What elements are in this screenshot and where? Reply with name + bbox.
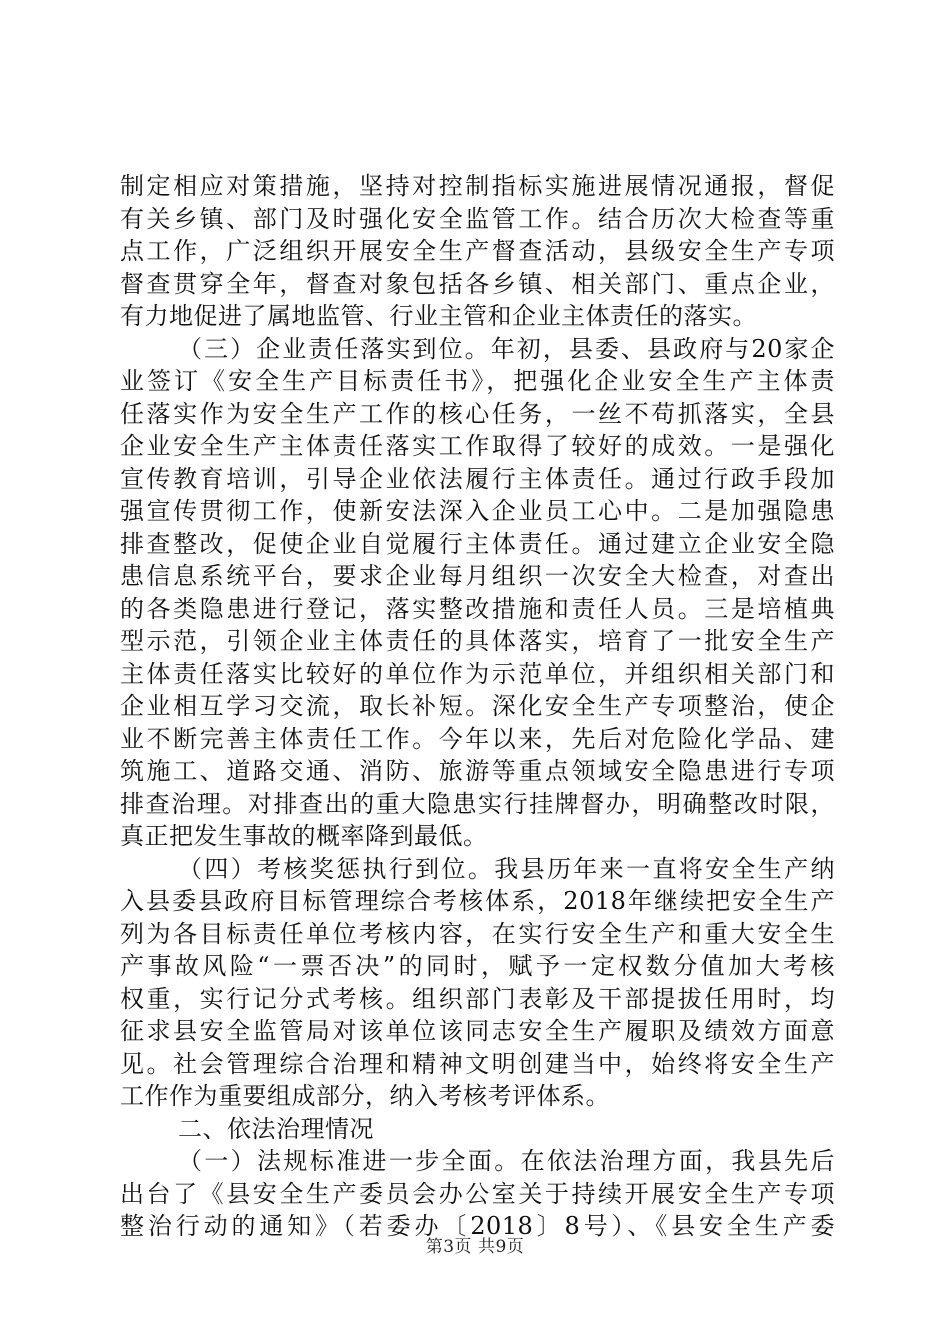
text-line: 排查治理。对排查出的重大隐患实行挂牌督办，明确整改时限， xyxy=(120,789,835,818)
text-line: 出台了《县安全生产委员会办公室关于持续开展安全生产专项 xyxy=(120,1179,835,1208)
page-footer: 第3页 共9页 xyxy=(425,1237,525,1257)
text-line: 整治行动的通知》（若委办〔2018〕8号）、《县安全生产委 xyxy=(120,1212,835,1240)
document-body xyxy=(120,170,835,1243)
text-line: 有关乡镇、部门及时强化安全监管工作。结合历次大检查等重 xyxy=(120,204,835,233)
text-line: 工作作为重要组成部分，纳入考核考评体系。 xyxy=(120,1082,610,1110)
text-line: 列为各目标责任单位考核内容，在实行安全生产和重大安全生 xyxy=(120,919,835,948)
text-line: 制定相应对策措施，坚持对控制指标实施进展情况通报，督促 xyxy=(120,172,835,200)
text-line: 的各类隐患进行登记，落实整改措施和责任人员。三是培植典 xyxy=(120,594,835,623)
section-heading-line: （四）考核奖惩执行到位。我县历年来一直将安全生产纳 xyxy=(178,854,835,883)
text-line: 任落实作为安全生产工作的核心任务，一丝不苟抓落实，全县 xyxy=(120,399,835,428)
text-line: 见。社会管理综合治理和精神文明创建当中，始终将安全生产 xyxy=(120,1049,835,1078)
text-line: 点工作，广泛组织开展安全生产督查活动，县级安全生产专项 xyxy=(120,237,835,265)
text-line: 筑施工、道路交通、消防、旅游等重点领域安全隐患进行专项 xyxy=(120,757,835,785)
section-heading-line: （一）法规标准进一步全面。在依法治理方面，我县先后 xyxy=(178,1147,835,1175)
text-line: 宣传教育培训，引导企业依法履行主体责任。通过行政手段加 xyxy=(120,464,835,493)
text-line: 排查整改，促使企业自觉履行主体责任。通过建立企业安全隐 xyxy=(120,529,835,558)
text-line: 征求县安全监管局对该单位该同志安全生产履职及绩效方面意 xyxy=(120,1017,835,1045)
text-line: 业签订《安全生产目标责任书》，把强化企业安全生产主体责 xyxy=(120,367,835,395)
text-line: 督查贯穿全年，督查对象包括各乡镇、相关部门、重点企业， xyxy=(120,269,835,298)
text-line: 真正把发生事故的概率降到最低。 xyxy=(120,822,488,850)
text-line: 企业相互学习交流，取长补短。深化安全生产专项整治，使企 xyxy=(120,692,835,720)
text-line: 产事故风险“一票否决”的同时，赋予一定权数分值加大考核 xyxy=(120,952,835,980)
text-line: 患信息系统平台，要求企业每月组织一次安全大检查，对查出 xyxy=(120,562,835,590)
text-line: 有力地促进了属地监管、行业主管和企业主体责任的落实。 xyxy=(120,302,757,330)
text-line: 业不断完善主体责任工作。今年以来，先后对危险化学品、建 xyxy=(120,724,835,753)
text-line: 企业安全生产主体责任落实工作取得了较好的成效。一是强化 xyxy=(120,432,835,460)
text-line: 权重，实行记分式考核。组织部门表彰及干部提拔任用时，均 xyxy=(120,984,835,1013)
section-heading-line: （三）企业责任落实到位。年初，县委、县政府与20家企 xyxy=(178,334,835,363)
text-line: 型示范，引领企业主体责任的具体落实，培育了一批安全生产 xyxy=(120,627,835,655)
section-heading-line: 二、依法治理情况 xyxy=(178,1114,374,1143)
text-line: 强宣传贯彻工作，使新安法深入企业员工心中。二是加强隐患 xyxy=(120,497,835,525)
text-line: 入县委县政府目标管理综合考核体系，2018年继续把安全生产 xyxy=(120,887,835,915)
text-line: 主体责任落实比较好的单位作为示范单位，并组织相关部门和 xyxy=(120,659,835,688)
